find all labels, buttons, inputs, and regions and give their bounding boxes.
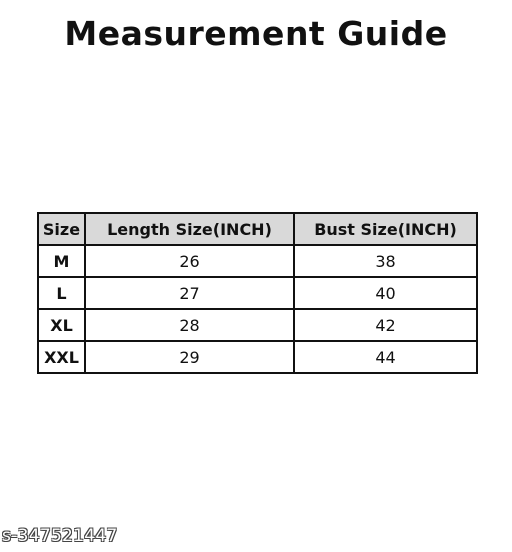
table-row [38, 245, 477, 277]
bust-cell: 40 [294, 277, 477, 309]
measurement-table [37, 212, 478, 374]
length-cell: 29 [85, 341, 294, 373]
size-cell: M [38, 245, 85, 277]
bust-cell: 44 [294, 341, 477, 373]
table-row [38, 309, 477, 341]
table-header-row [38, 213, 477, 245]
bust-cell: 42 [294, 309, 477, 341]
product-id-watermark: s-347521447 [2, 526, 118, 546]
page-title: Measurement Guide [64, 14, 448, 53]
length-cell: 27 [85, 277, 294, 309]
table-row [38, 277, 477, 309]
bust-cell: 38 [294, 245, 477, 277]
size-cell: XXL [38, 341, 85, 373]
size-cell: XL [38, 309, 85, 341]
table-row [38, 341, 477, 373]
length-cell: 28 [85, 309, 294, 341]
column-header-size: Size [38, 213, 85, 245]
length-cell: 26 [85, 245, 294, 277]
column-header-length: Length Size(INCH) [85, 213, 294, 245]
size-cell: L [38, 277, 85, 309]
column-header-bust: Bust Size(INCH) [294, 213, 477, 245]
